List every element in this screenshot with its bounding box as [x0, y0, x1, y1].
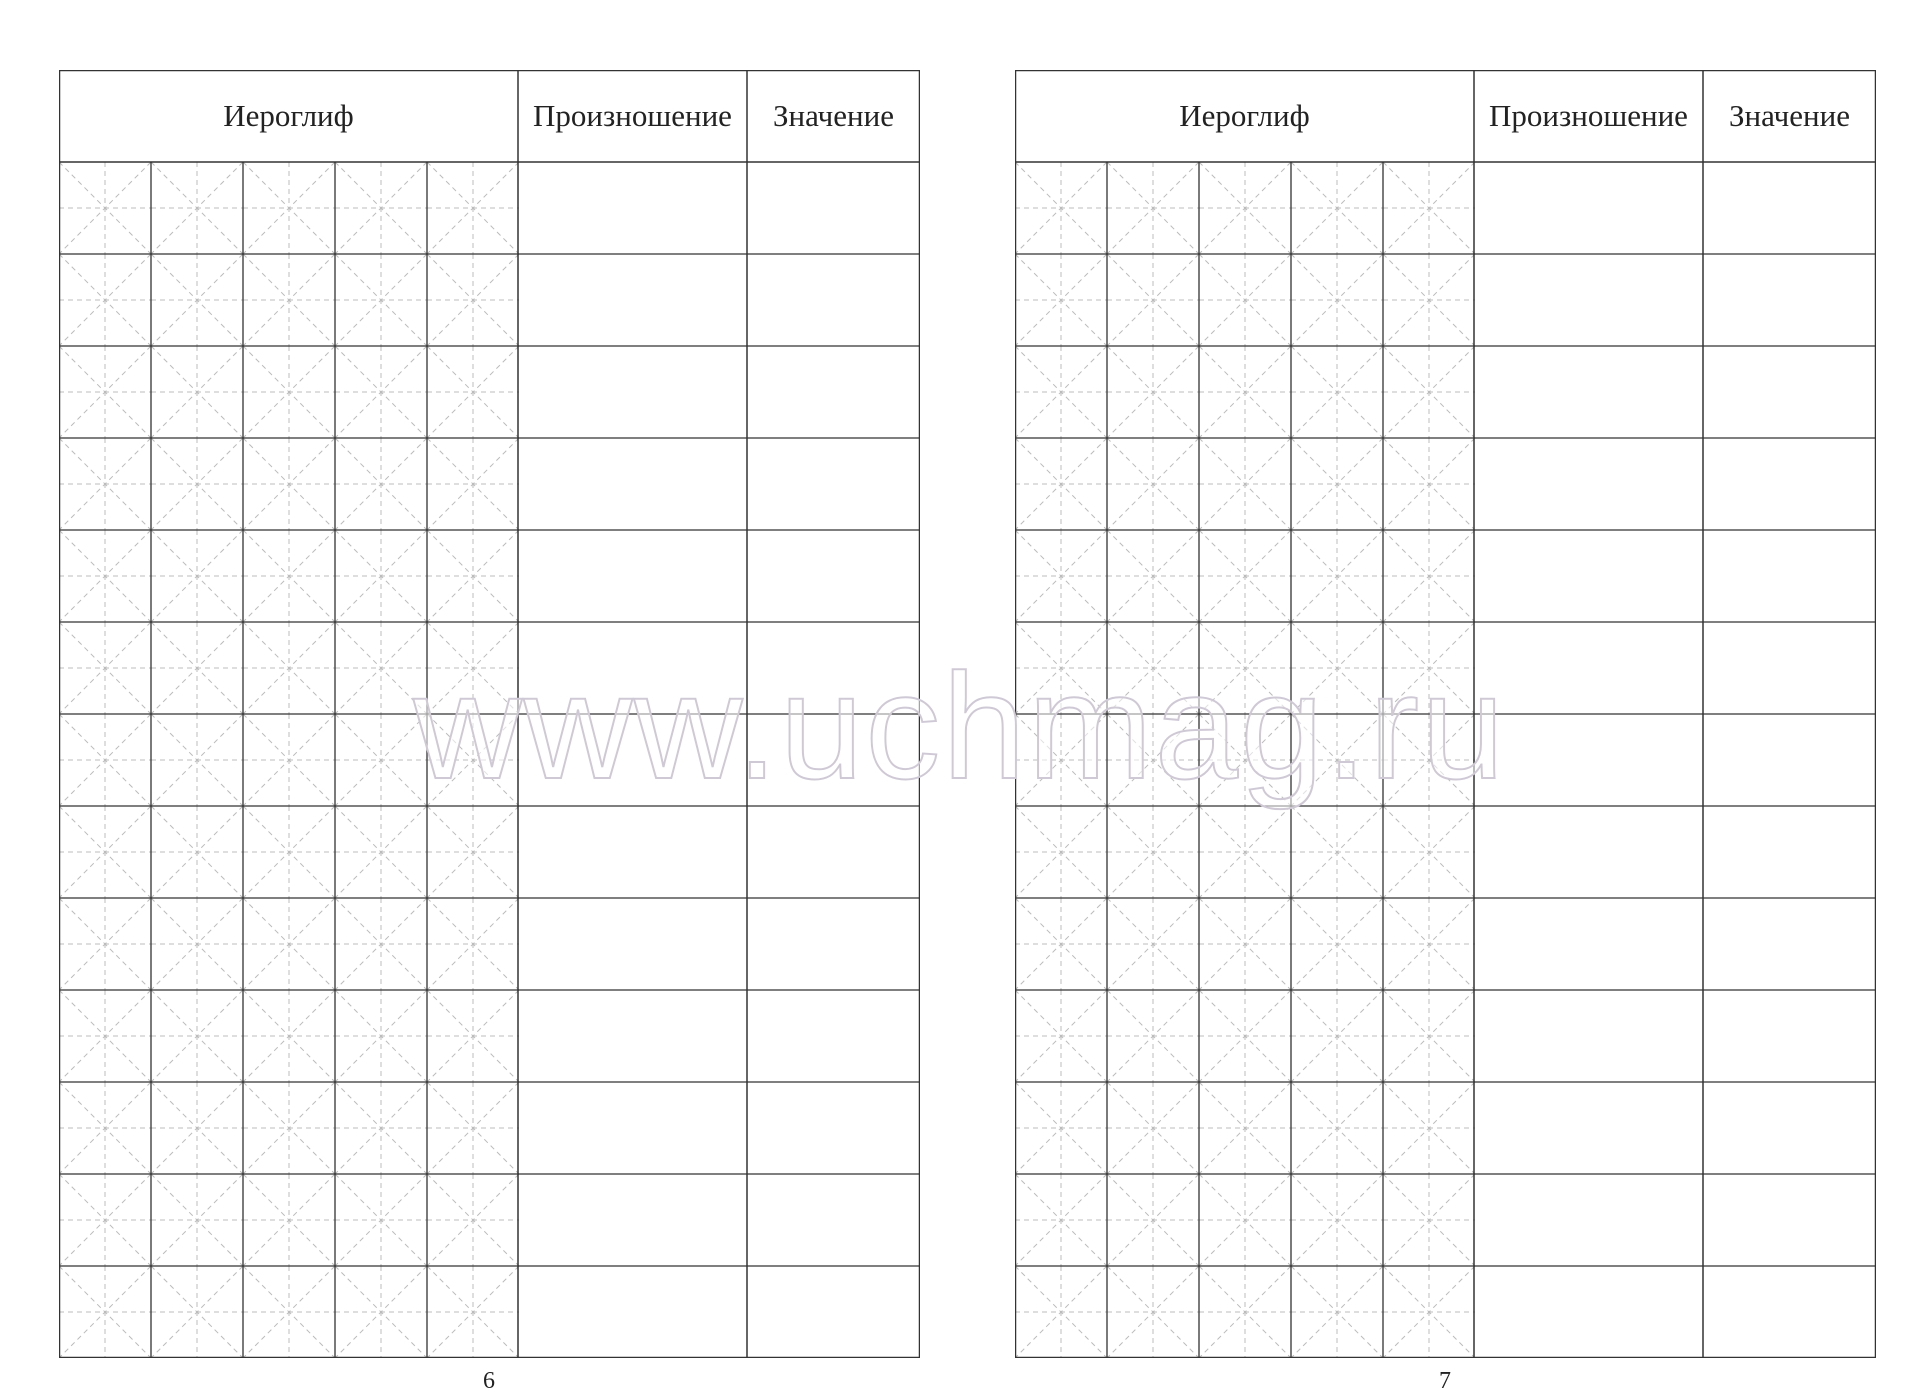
practice-cell: [151, 254, 243, 346]
practice-cell: [335, 1174, 427, 1266]
header-meaning: Значение: [1729, 98, 1850, 133]
practice-cell: [1291, 1082, 1383, 1174]
practice-cell: [1015, 806, 1107, 898]
practice-cell: [243, 990, 335, 1082]
practice-cell: [335, 254, 427, 346]
practice-cell: [59, 346, 151, 438]
practice-cell: [427, 254, 519, 346]
practice-cell: [1015, 530, 1107, 622]
practice-cell: [1383, 1174, 1475, 1266]
practice-cell: [1199, 346, 1291, 438]
practice-cell: [427, 1174, 519, 1266]
practice-cell: [151, 714, 243, 806]
practice-cell: [1383, 898, 1475, 990]
practice-cell: [59, 622, 151, 714]
practice-cell: [243, 346, 335, 438]
practice-cell: [1291, 162, 1383, 254]
practice-cell: [151, 346, 243, 438]
practice-cell: [1015, 622, 1107, 714]
practice-cell: [1383, 622, 1475, 714]
practice-cell: [1383, 990, 1475, 1082]
practice-cell: [1107, 990, 1199, 1082]
practice-cell: [1383, 346, 1475, 438]
practice-cell: [1383, 438, 1475, 530]
practice-cell: [1199, 438, 1291, 530]
practice-cell: [1199, 254, 1291, 346]
vocabulary-table: [59, 70, 920, 1358]
practice-cell: [335, 806, 427, 898]
practice-cell: [1291, 898, 1383, 990]
practice-cell: [1291, 622, 1383, 714]
practice-cell: [427, 898, 519, 990]
practice-cell: [1383, 1082, 1475, 1174]
header-pronunciation: Произношение: [1489, 98, 1688, 133]
practice-cell: [151, 990, 243, 1082]
header-hieroglyph: Иероглиф: [223, 98, 354, 133]
practice-cell: [59, 1082, 151, 1174]
practice-cell: [1291, 254, 1383, 346]
practice-cell: [335, 438, 427, 530]
practice-cell: [1291, 438, 1383, 530]
practice-cell: [1107, 162, 1199, 254]
practice-cell: [427, 714, 519, 806]
practice-cell: [59, 990, 151, 1082]
practice-cell: [59, 806, 151, 898]
practice-cell: [1107, 438, 1199, 530]
practice-cell: [1107, 530, 1199, 622]
practice-cell: [335, 1082, 427, 1174]
practice-cell: [1015, 990, 1107, 1082]
practice-cell: [59, 438, 151, 530]
practice-cell: [427, 346, 519, 438]
practice-cell: [1199, 898, 1291, 990]
practice-cell: [1015, 1174, 1107, 1266]
practice-cell: [1015, 438, 1107, 530]
practice-cell: [335, 530, 427, 622]
practice-cell: [1199, 1174, 1291, 1266]
practice-cell: [243, 162, 335, 254]
header-pronunciation: Произношение: [533, 98, 732, 133]
practice-cell: [335, 898, 427, 990]
practice-cell: [1199, 162, 1291, 254]
practice-cell: [59, 162, 151, 254]
practice-cell: [1107, 898, 1199, 990]
practice-cell: [427, 1082, 519, 1174]
practice-cell: [151, 622, 243, 714]
practice-cell: [1107, 1266, 1199, 1358]
practice-cell: [427, 806, 519, 898]
practice-cell: [243, 898, 335, 990]
practice-cell: [1107, 254, 1199, 346]
practice-cell: [59, 714, 151, 806]
practice-cell: [243, 622, 335, 714]
watermark: www.uchmag.ru: [413, 642, 1507, 810]
table-grid: [1015, 70, 1876, 1358]
practice-cell: [59, 530, 151, 622]
practice-cell: [1291, 530, 1383, 622]
practice-cell: [335, 346, 427, 438]
practice-cell: [1107, 714, 1199, 806]
practice-cell: [335, 162, 427, 254]
practice-cell: [1199, 530, 1291, 622]
practice-cell: [1107, 346, 1199, 438]
practice-cell: [243, 1266, 335, 1358]
practice-cell: [1291, 806, 1383, 898]
practice-cell: [151, 438, 243, 530]
practice-cell: [1199, 806, 1291, 898]
practice-cell: [243, 806, 335, 898]
practice-cell: [59, 254, 151, 346]
practice-cell: [243, 1174, 335, 1266]
practice-cell: [1383, 254, 1475, 346]
practice-cell: [335, 714, 427, 806]
workbook-page-right: [1015, 70, 1876, 1394]
table-grid: [59, 70, 920, 1358]
practice-cell: [1383, 530, 1475, 622]
practice-cell: [335, 990, 427, 1082]
practice-cell: [427, 622, 519, 714]
vocabulary-table: [1015, 70, 1876, 1358]
practice-cell: [1015, 1082, 1107, 1174]
practice-cell: [151, 806, 243, 898]
practice-cell: [243, 530, 335, 622]
practice-cell: [1015, 714, 1107, 806]
practice-cell: [427, 438, 519, 530]
practice-cell: [59, 898, 151, 990]
practice-cell: [335, 1266, 427, 1358]
practice-cell: [243, 254, 335, 346]
practice-cell: [59, 1174, 151, 1266]
practice-cell: [243, 714, 335, 806]
practice-cell: [1291, 1174, 1383, 1266]
practice-cell: [151, 1174, 243, 1266]
practice-cell: [427, 530, 519, 622]
practice-cell: [1199, 990, 1291, 1082]
practice-cell: [243, 438, 335, 530]
practice-cell: [1383, 714, 1475, 806]
practice-cell: [151, 898, 243, 990]
workbook-page-left: [59, 70, 920, 1394]
practice-cell: [1383, 1266, 1475, 1358]
header-meaning: Значение: [773, 98, 894, 133]
practice-cell: [1383, 162, 1475, 254]
practice-cell: [1199, 714, 1291, 806]
practice-cell: [151, 162, 243, 254]
practice-cell: [1107, 1174, 1199, 1266]
practice-cell: [427, 1266, 519, 1358]
practice-cell: [1199, 622, 1291, 714]
practice-cell: [1107, 806, 1199, 898]
practice-cell: [1199, 1082, 1291, 1174]
practice-cell: [151, 530, 243, 622]
practice-cell: [1383, 806, 1475, 898]
practice-cell: [1015, 254, 1107, 346]
practice-cell: [335, 622, 427, 714]
page-number: 7: [1439, 1368, 1451, 1394]
practice-cell: [1015, 898, 1107, 990]
practice-cell: [427, 162, 519, 254]
practice-cell: [1291, 714, 1383, 806]
practice-cell: [427, 990, 519, 1082]
practice-cell: [1015, 162, 1107, 254]
practice-cell: [1107, 622, 1199, 714]
practice-cell: [1291, 990, 1383, 1082]
practice-cell: [1291, 1266, 1383, 1358]
header-hieroglyph: Иероглиф: [1179, 98, 1310, 133]
practice-cell: [59, 1266, 151, 1358]
practice-cell: [1199, 1266, 1291, 1358]
practice-cell: [1107, 1082, 1199, 1174]
practice-cell: [243, 1082, 335, 1174]
practice-cell: [1291, 346, 1383, 438]
practice-cell: [1015, 1266, 1107, 1358]
practice-cell: [151, 1266, 243, 1358]
practice-cell: [151, 1082, 243, 1174]
practice-cell: [1015, 346, 1107, 438]
page-number: 6: [483, 1368, 495, 1394]
